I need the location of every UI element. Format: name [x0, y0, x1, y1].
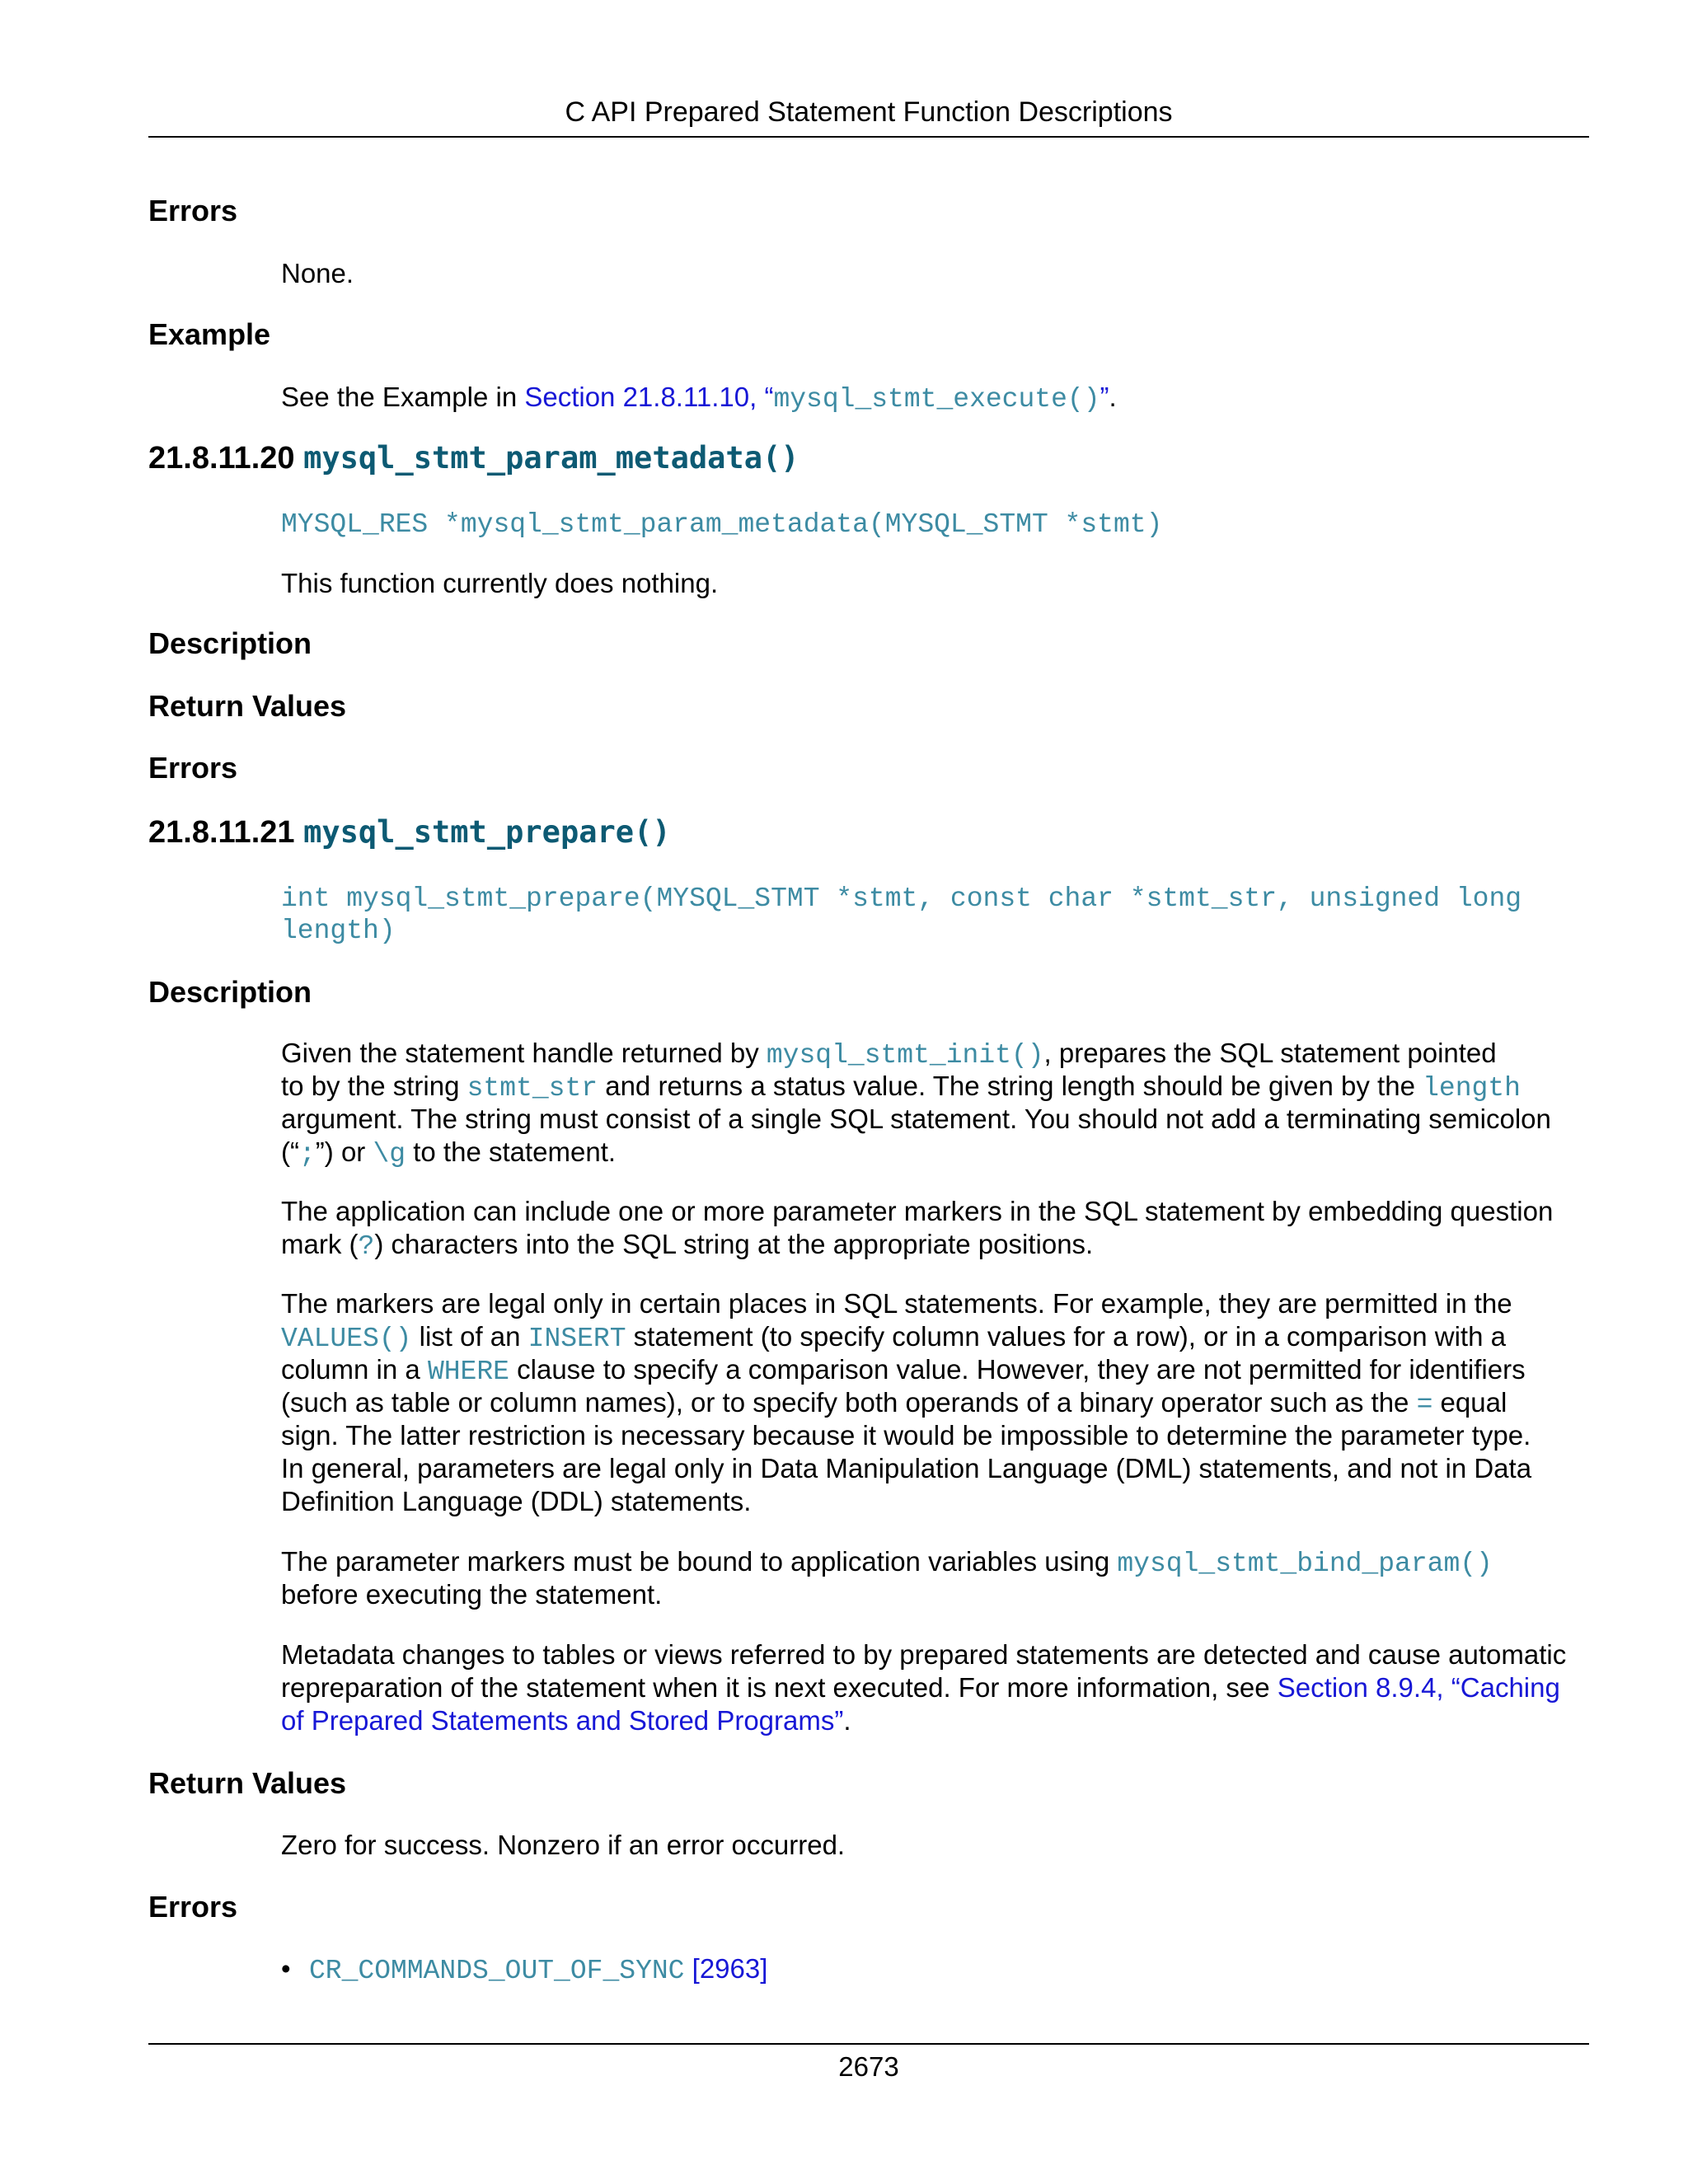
description-paragraph-1-line4: [281, 1136, 1592, 1171]
section-link-end[interactable]: ”: [1100, 382, 1109, 412]
return-values-heading: Return Values: [148, 689, 347, 723]
text: (such as table or column names), or to specify both operands of a binary operator such as the: [281, 1387, 1417, 1418]
description-paragraph-1-line2: [281, 1070, 1592, 1105]
text: list of an: [411, 1321, 528, 1352]
errors-text: None.: [281, 258, 354, 288]
function-name: mysql_stmt_prepare(): [303, 814, 671, 850]
return-values-text: Zero for success. Nonzero if an error occurred.: [281, 1830, 846, 1860]
example-paragraph: [281, 381, 1592, 416]
description-paragraph-1-line3: argument. The string must consist of a single SQL statement. You should not add a terminating semicolon: [281, 1104, 1551, 1134]
section-link-execute[interactable]: [524, 382, 1109, 415]
description-paragraph-3-line7: Definition Language (DDL) statements.: [281, 1486, 752, 1516]
text: statement (to specify column values for a row), or in a comparison with a: [626, 1321, 1506, 1352]
code-where: WHERE: [427, 1357, 509, 1387]
description-paragraph-2-line1: The application can include one or more parameter markers in the SQL statement by embedding question: [281, 1196, 1554, 1226]
text: equal: [1432, 1387, 1507, 1418]
code-g: \g: [373, 1139, 406, 1169]
bullet-icon: •: [281, 1953, 291, 1984]
example-period: .: [1109, 382, 1117, 412]
code-bind-param: mysql_stmt_bind_param(): [1117, 1549, 1493, 1579]
code-length: length: [1423, 1073, 1521, 1104]
code-values: VALUES(): [281, 1324, 412, 1354]
description-paragraph-5-line2: [281, 1671, 1592, 1704]
errors-heading: Errors: [148, 751, 238, 785]
footer-rule: [148, 2043, 1589, 2045]
description-paragraph-5-line1: Metadata changes to tables or views referred to by prepared statements are detected and cause automatic: [281, 1639, 1567, 1670]
text: (“: [281, 1137, 299, 1167]
text: ) characters into the SQL string at the appropriate positions.: [374, 1229, 1094, 1259]
text: The parameter markers must be bound to application variables using: [281, 1546, 1118, 1577]
section-link-caching[interactable]: Section 8.9.4, “Caching: [1277, 1672, 1560, 1703]
header-rule: [148, 136, 1589, 138]
function-prototype-line2: length): [281, 916, 396, 946]
section-link-code[interactable]: mysql_stmt_execute(): [773, 384, 1100, 415]
errors-heading: Errors: [148, 1890, 238, 1924]
section-number: 21.8.11.20: [148, 441, 295, 476]
example-heading: Example: [148, 317, 271, 351]
description-paragraph-3-line3: [281, 1353, 1592, 1389]
section-heading-param-metadata: [148, 438, 799, 478]
return-values-heading: Return Values: [148, 1766, 347, 1800]
text: to by the string: [281, 1071, 467, 1101]
description-paragraph-4-line1: [281, 1545, 1592, 1581]
text: ”) or: [315, 1137, 373, 1167]
text: column in a: [281, 1354, 428, 1385]
text: repreparation of the statement when it is next executed. For more information, see: [281, 1672, 1278, 1703]
description-paragraph-5-line3: [281, 1704, 1592, 1737]
description-paragraph-3-line1: The markers are legal only in certain places in SQL statements. For example, they are permitted in the: [281, 1288, 1512, 1319]
description-paragraph-1-line1: [281, 1037, 1592, 1072]
function-prototype: MYSQL_RES *mysql_stmt_param_metadata(MYSQL_STMT *stmt): [281, 509, 1163, 540]
description-paragraph-3-line6: In general, parameters are legal only in Data Manipulation Language (DML) statements, and not in Data: [281, 1453, 1532, 1483]
text: clause to specify a comparison value. However, they are not permitted for identifiers: [509, 1354, 1526, 1385]
description-paragraph-3-line5: sign. The latter restriction is necessary because it would be impossible to determine the parameter type.: [281, 1420, 1531, 1451]
text: mark (: [281, 1229, 359, 1259]
section-link-caching-cont[interactable]: of Prepared Statements and Stored Programs”: [281, 1705, 844, 1736]
errors-list-item: [281, 1952, 767, 1988]
text: and returns a status value. The string length should be given by the: [598, 1071, 1423, 1101]
function-note: This function currently does nothing.: [281, 568, 719, 598]
example-text: See the Example in: [281, 382, 525, 412]
running-header: C API Prepared Statement Function Descriptions: [565, 96, 1173, 128]
function-prototype-line1: int mysql_stmt_prepare(MYSQL_STMT *stmt, const char *stmt_str, unsigned long: [281, 883, 1522, 914]
text: , prepares the SQL statement pointed: [1043, 1038, 1497, 1068]
errors-heading: Errors: [148, 194, 238, 227]
code-insert: INSERT: [528, 1324, 626, 1354]
description-heading: Description: [148, 626, 312, 660]
description-paragraph-2-line2: [281, 1228, 1592, 1263]
code-mysql-stmt-init: mysql_stmt_init(): [766, 1040, 1044, 1071]
section-link-text[interactable]: Section 21.8.11.10, “: [524, 382, 774, 412]
code-equals: =: [1416, 1390, 1433, 1420]
description-heading: Description: [148, 975, 312, 1009]
section-heading-prepare: [148, 813, 671, 852]
code-stmt-str: stmt_str: [467, 1073, 598, 1104]
error-link[interactable]: [2963]: [692, 1953, 768, 1984]
description-paragraph-3-line4: [281, 1386, 1592, 1422]
code-semicolon: ;: [298, 1139, 316, 1169]
text: to the statement.: [406, 1137, 617, 1167]
text: Given the statement handle returned by: [281, 1038, 767, 1068]
section-number: 21.8.11.21: [148, 815, 295, 850]
description-paragraph-4-line2: before executing the statement.: [281, 1579, 663, 1610]
description-paragraph-3-line2: [281, 1320, 1592, 1356]
error-code: CR_COMMANDS_OUT_OF_SYNC: [309, 1956, 685, 1986]
code-question-mark: ?: [358, 1231, 375, 1262]
page-number: 2673: [838, 2051, 899, 2082]
text: .: [843, 1705, 851, 1736]
function-name: mysql_stmt_param_metadata(): [303, 440, 799, 476]
